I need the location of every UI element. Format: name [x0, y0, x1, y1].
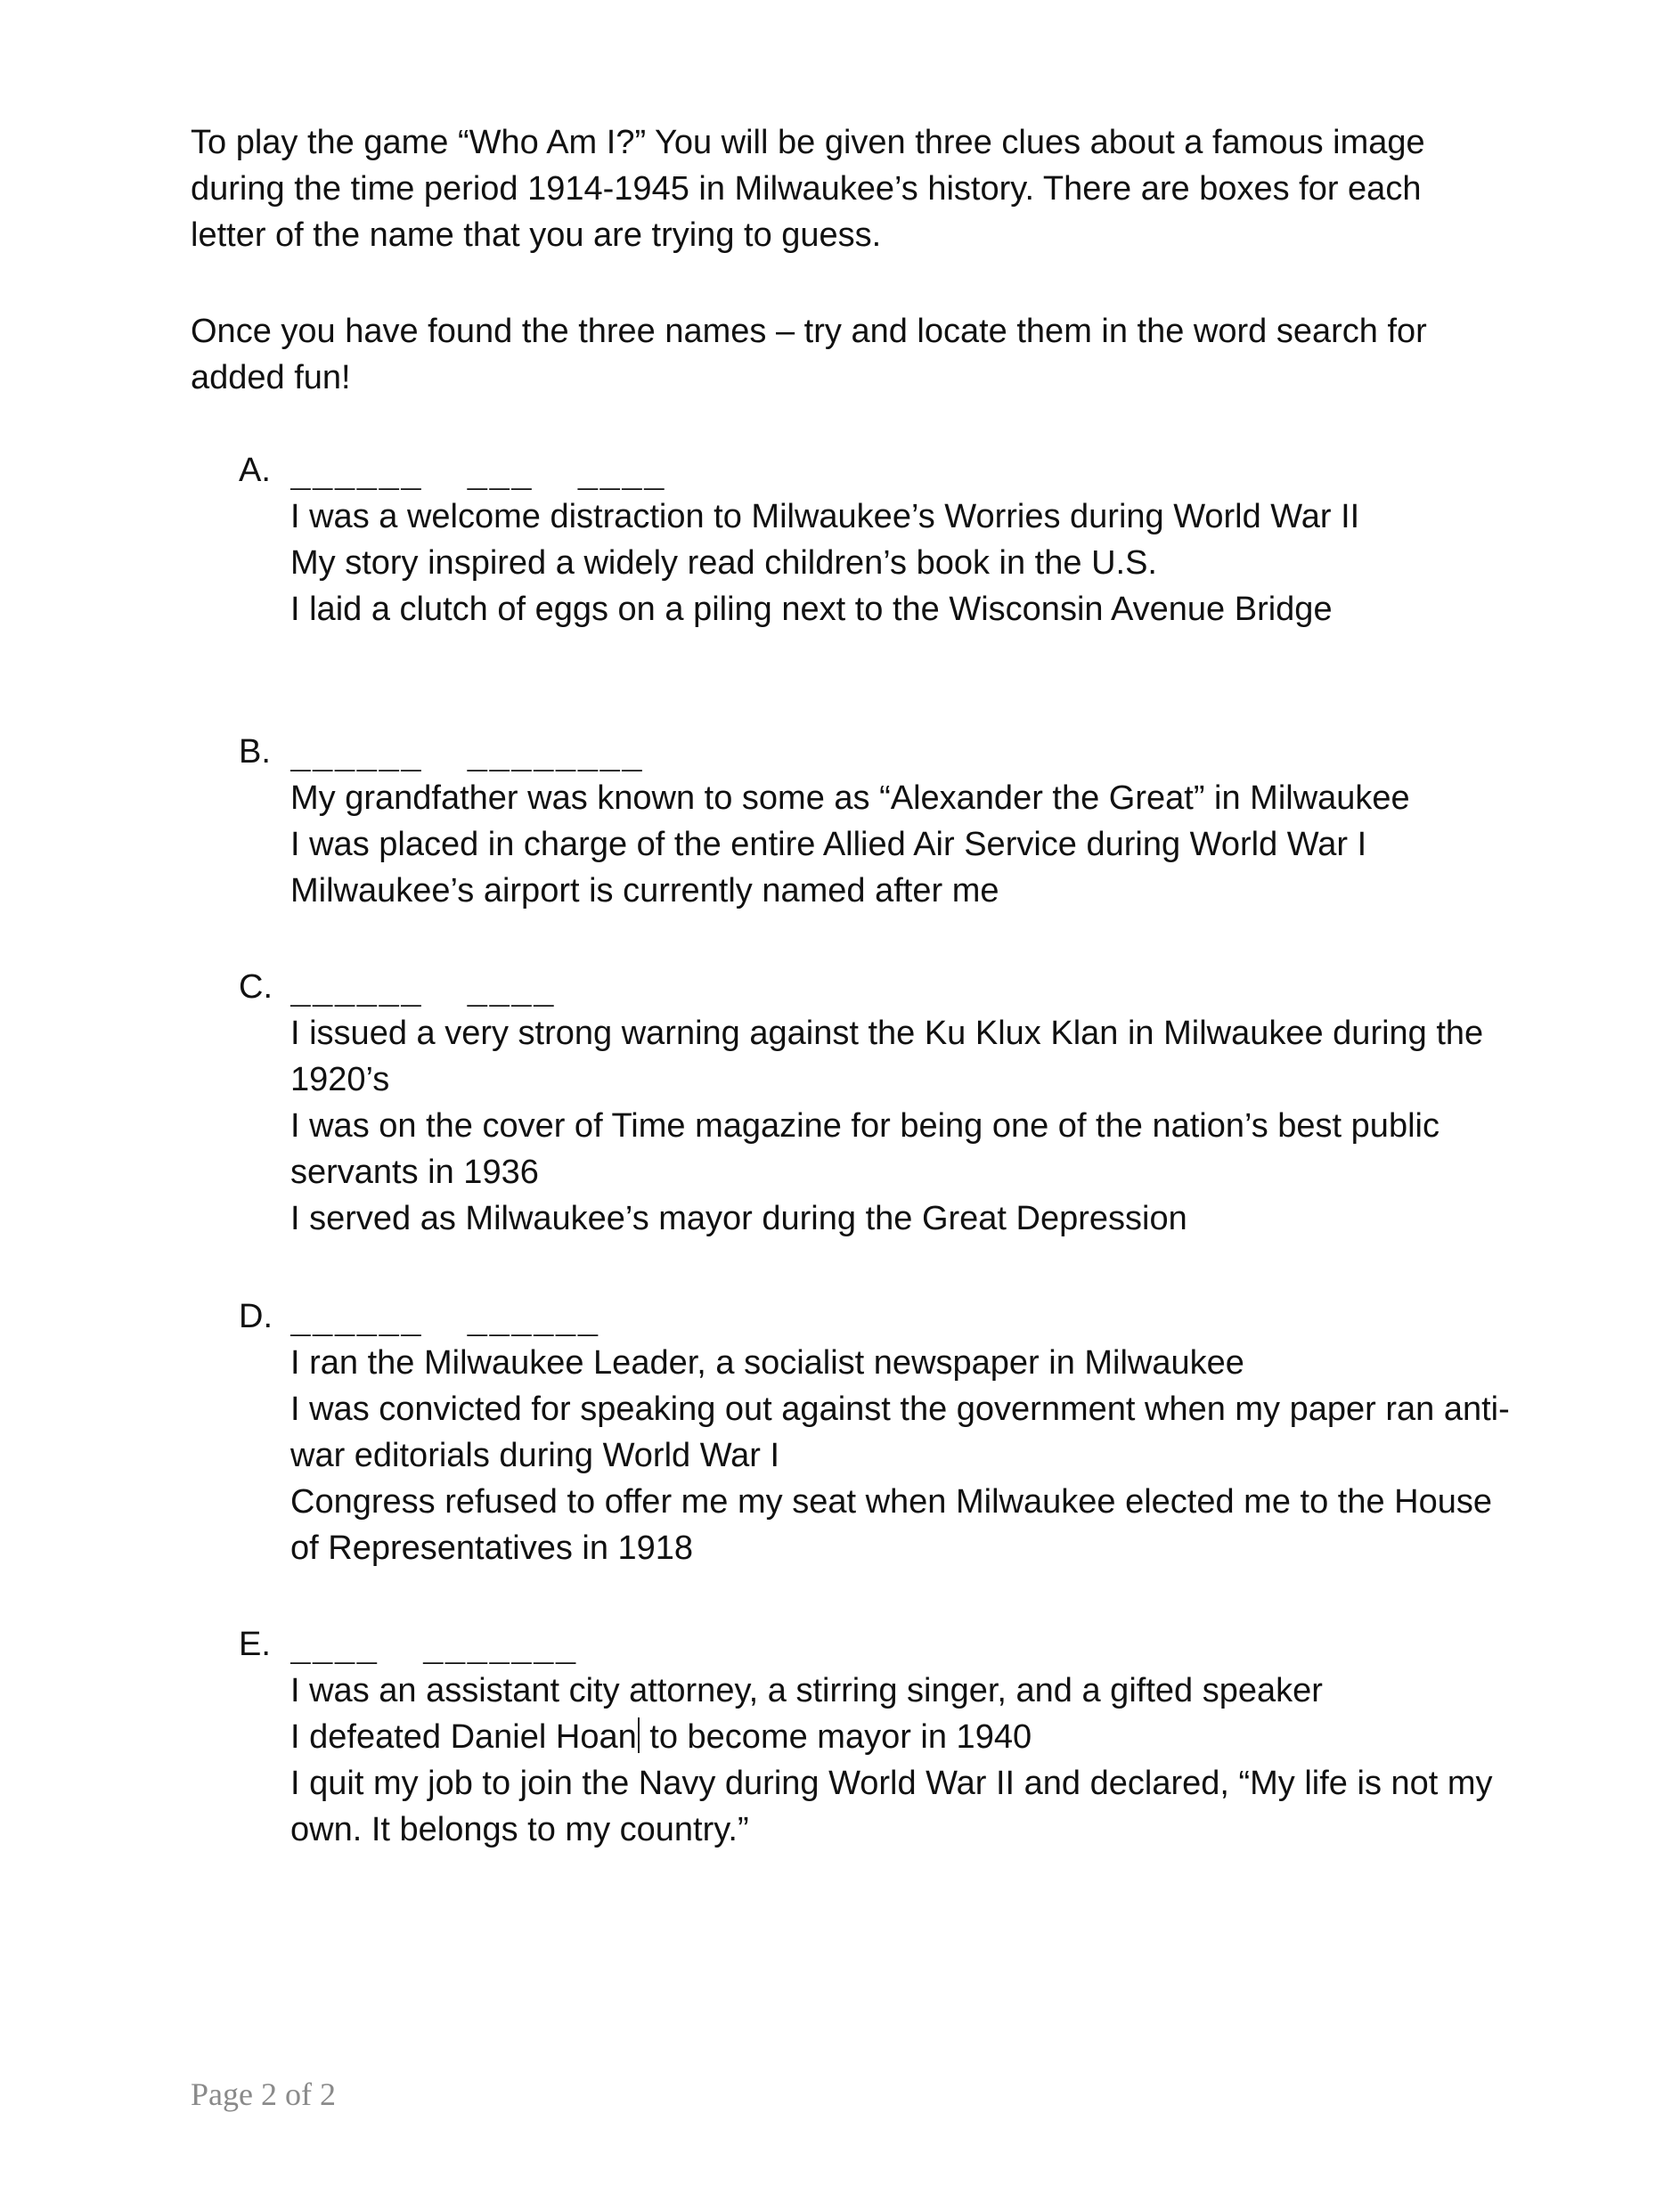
answer-blanks: ______ ________ [290, 740, 644, 779]
clue-letter: E. [239, 1626, 271, 1663]
intro-text-1: To play the game “Who Am I?” You will be given three clues about a famous image during the time period 1914-1945 in Milwaukee’s history. There are boxes for each letter of the name that you are trying to guess. [191, 124, 1425, 254]
clue-line: I was a welcome distraction to Milwaukee’s Worries during World War II [290, 498, 1360, 535]
clue-header [239, 1621, 1521, 1671]
clue-line: I ran the Milwaukee Leader, a socialist newspaper in Milwaukee [290, 1344, 1244, 1382]
clue-line-part: to become mayor in 1940 [640, 1718, 1032, 1756]
clue-list [239, 1668, 1521, 1853]
text-cursor [638, 1717, 640, 1753]
answer-blanks: ______ ______ [290, 1305, 600, 1343]
clue-line: My grandfather was known to some as “Alexander the Great” in Milwaukee [290, 779, 1410, 817]
clue-line: Milwaukee’s airport is currently named after me [290, 872, 999, 909]
clue-line: I was an assistant city attorney, a stirring singer, and a gifted speaker [290, 1672, 1323, 1709]
clue-line: My story inspired a widely read children’s book in the U.S. [290, 544, 1157, 582]
clue-letter: D. [239, 1298, 273, 1335]
clue-e [239, 1621, 1521, 1853]
clue-line: I quit my job to join the Navy during World War II and declared, “My life is not my own. It belongs to my country.” [290, 1765, 1493, 1848]
clue-letter: A. [239, 452, 271, 489]
answer-blanks: ______ ___ ____ [290, 459, 666, 497]
clue-line [290, 1714, 1521, 1760]
clue-line: I was convicted for speaking out against the government when my paper ran anti-war editorials during World War I [290, 1391, 1510, 1474]
intro-paragraph-2 [191, 308, 1491, 401]
clue-header [239, 1293, 1521, 1343]
intro-text-2: Once you have found the three names – try and locate them in the word search for added fun! [191, 313, 1427, 396]
clue-d [239, 1293, 1521, 1571]
clue-line: I was placed in charge of the entire Allied Air Service during World War I [290, 826, 1367, 863]
clue-line: I was on the cover of Time magazine for being one of the nation’s best public servants in 1936 [290, 1107, 1439, 1191]
clue-list [239, 493, 1521, 632]
clue-line: I laid a clutch of eggs on a piling next to the Wisconsin Avenue Bridge [290, 591, 1333, 628]
clue-a [239, 447, 1521, 632]
intro-paragraph-1 [191, 119, 1491, 258]
clue-line: I served as Milwaukee’s mayor during the Great Depression [290, 1200, 1187, 1237]
clue-list [239, 1010, 1521, 1242]
page-number: Page 2 of 2 [191, 2076, 336, 2112]
clue-c [239, 964, 1521, 1242]
clue-letter: C. [239, 968, 273, 1006]
clue-header [239, 964, 1521, 1014]
clue-line: I issued a very strong warning against the Ku Klux Klan in Milwaukee during the 1920’s [290, 1015, 1484, 1098]
clue-b [239, 729, 1521, 914]
answer-blanks: ______ ____ [290, 975, 556, 1014]
clue-line-part: I defeated Daniel Hoan [290, 1718, 637, 1756]
clue-list [239, 1340, 1521, 1571]
clue-header [239, 729, 1521, 779]
answer-blanks: ____ _______ [290, 1633, 578, 1671]
clue-letter: B. [239, 733, 271, 771]
clue-header [239, 447, 1521, 497]
clue-list [239, 775, 1521, 914]
clue-line: Congress refused to offer me my seat when Milwaukee elected me to the House of Representatives in 1918 [290, 1483, 1492, 1567]
